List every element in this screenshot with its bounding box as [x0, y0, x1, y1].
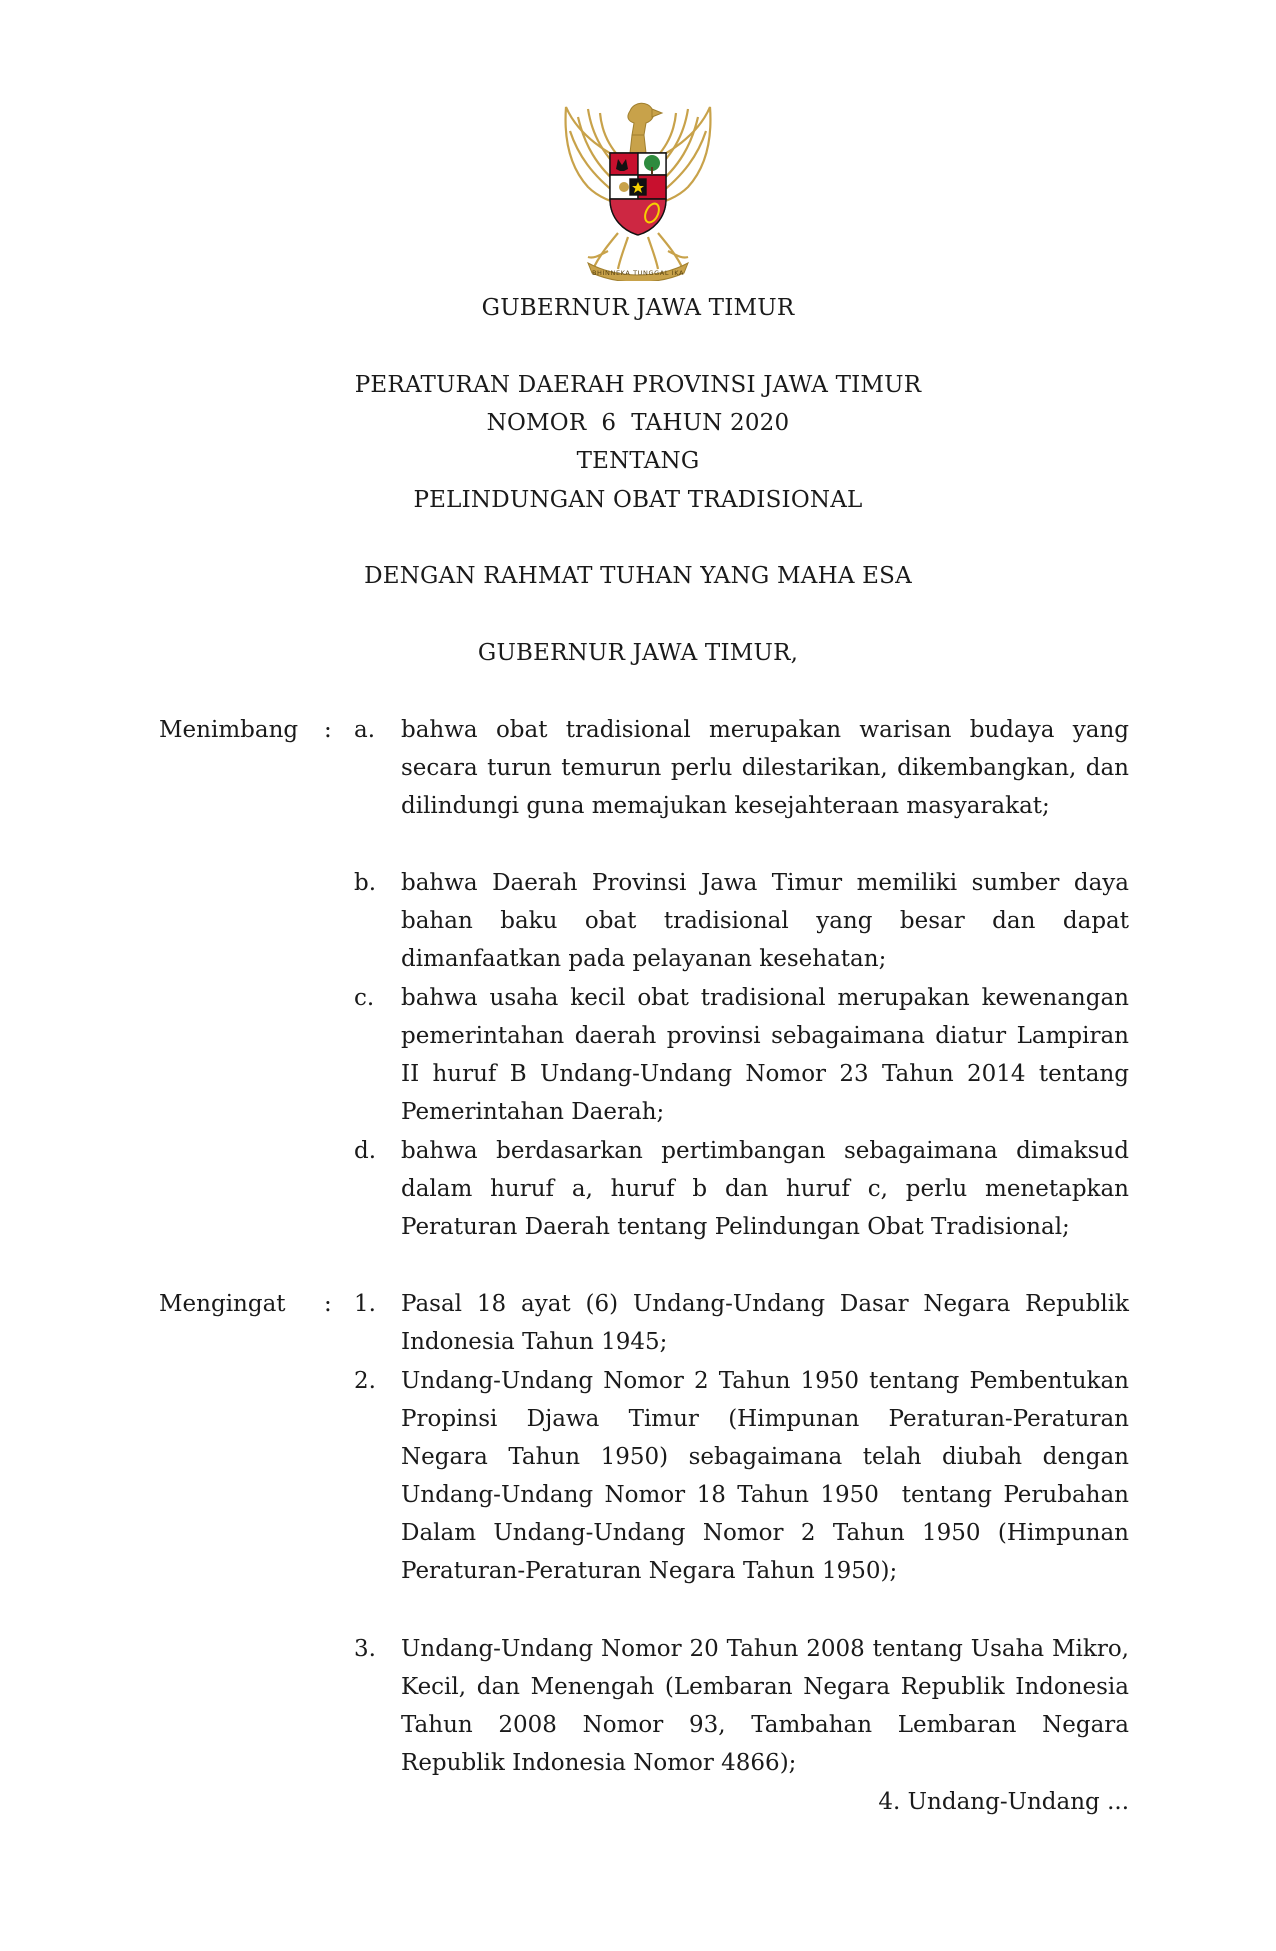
page-continuation: 4. Undang-Undang ... [878, 1789, 1129, 1815]
governor-signature-title: GUBERNUR JAWA TIMUR, [477, 640, 799, 666]
mengingat-item-2-text: Undang-Undang Nomor 2 Tahun 1950 tentang Pembentukan Propinsi Djawa Timur (Himpunan Peraturan-Peraturan Negara Tahun 1950) sebagaimana telah diubah dengan Undang-Undang Nomor 18 Tahun 1950 tentang Perubahan Dalam Undang-Undang Nomor 2 Tahun 1950 (Himpunan Peraturan-Peraturan Negara Tahun 1950); [401, 1368, 1137, 1584]
menimbang-item-b-marker: b. [354, 870, 377, 896]
mengingat-colon: : [324, 1291, 332, 1317]
regulation-subject: PELINDUNGAN OBAT TRADISIONAL [413, 487, 863, 513]
menimbang-item-a-marker: a. [354, 717, 376, 743]
garuda-emblem-icon [548, 95, 728, 281]
governor-title: GUBERNUR JAWA TIMUR [481, 295, 795, 321]
regulation-title: PERATURAN DAERAH PROVINSI JAWA TIMUR [354, 372, 922, 398]
mengingat-item-3-marker: 3. [354, 1636, 376, 1662]
menimbang-item-d-text: bahwa berdasarkan pertimbangan sebagaimana dimaksud dalam huruf a, huruf b dan huruf c, perlu menetapkan Peraturan Daerah tentang Pelindungan Obat Tradisional; [401, 1138, 1129, 1240]
mengingat-item-2-marker: 2. [354, 1368, 376, 1394]
menimbang-item-c-marker: c. [354, 985, 375, 1011]
menimbang-item-c-text: bahwa usaha kecil obat tradisional merupakan kewenangan pemerintahan daerah provinsi sebagaimana diatur Lampiran II huruf B Undang-Undang Nomor 23 Tahun 2014 tentang Pemerintahan Daerah; [401, 985, 1129, 1125]
menimbang-colon: : [324, 717, 332, 743]
mengingat-item-1-marker: 1. [354, 1291, 376, 1317]
emblem-motto: BHINNEKA TUNGGAL IKA [591, 269, 685, 277]
menimbang-label: Menimbang [159, 717, 299, 743]
mengingat-item-3-text: Undang-Undang Nomor 20 Tahun 2008 tentang Usaha Mikro, Kecil, dan Menengah (Lembaran Negara Republik Indonesia Tahun 2008 Nomor 93, Tambahan Lembaran Negara Republik Indonesia Nomor 4866); [401, 1636, 1129, 1776]
menimbang-item-a-text: bahwa obat tradisional merupakan warisan budaya yang secara turun temurun perlu dilestarikan, dikembangkan, dan dilindungi guna memajukan kesejahteraan masyarakat; [401, 717, 1129, 819]
about-label: TENTANG [576, 448, 700, 474]
mengingat-item-1-text: Pasal 18 ayat (6) Undang-Undang Dasar Negara Republik Indonesia Tahun 1945; [401, 1291, 1129, 1355]
menimbang-item-b-text: bahwa Daerah Provinsi Jawa Timur memiliki sumber daya bahan baku obat tradisional yang besar dan dapat dimanfaatkan pada pelayanan kesehatan; [401, 870, 1129, 972]
blessing-line: DENGAN RAHMAT TUHAN YANG MAHA ESA [364, 563, 912, 589]
menimbang-item-d-marker: d. [354, 1138, 377, 1164]
mengingat-label: Mengingat [159, 1291, 286, 1317]
regulation-number: NOMOR 6 TAHUN 2020 [486, 410, 790, 436]
